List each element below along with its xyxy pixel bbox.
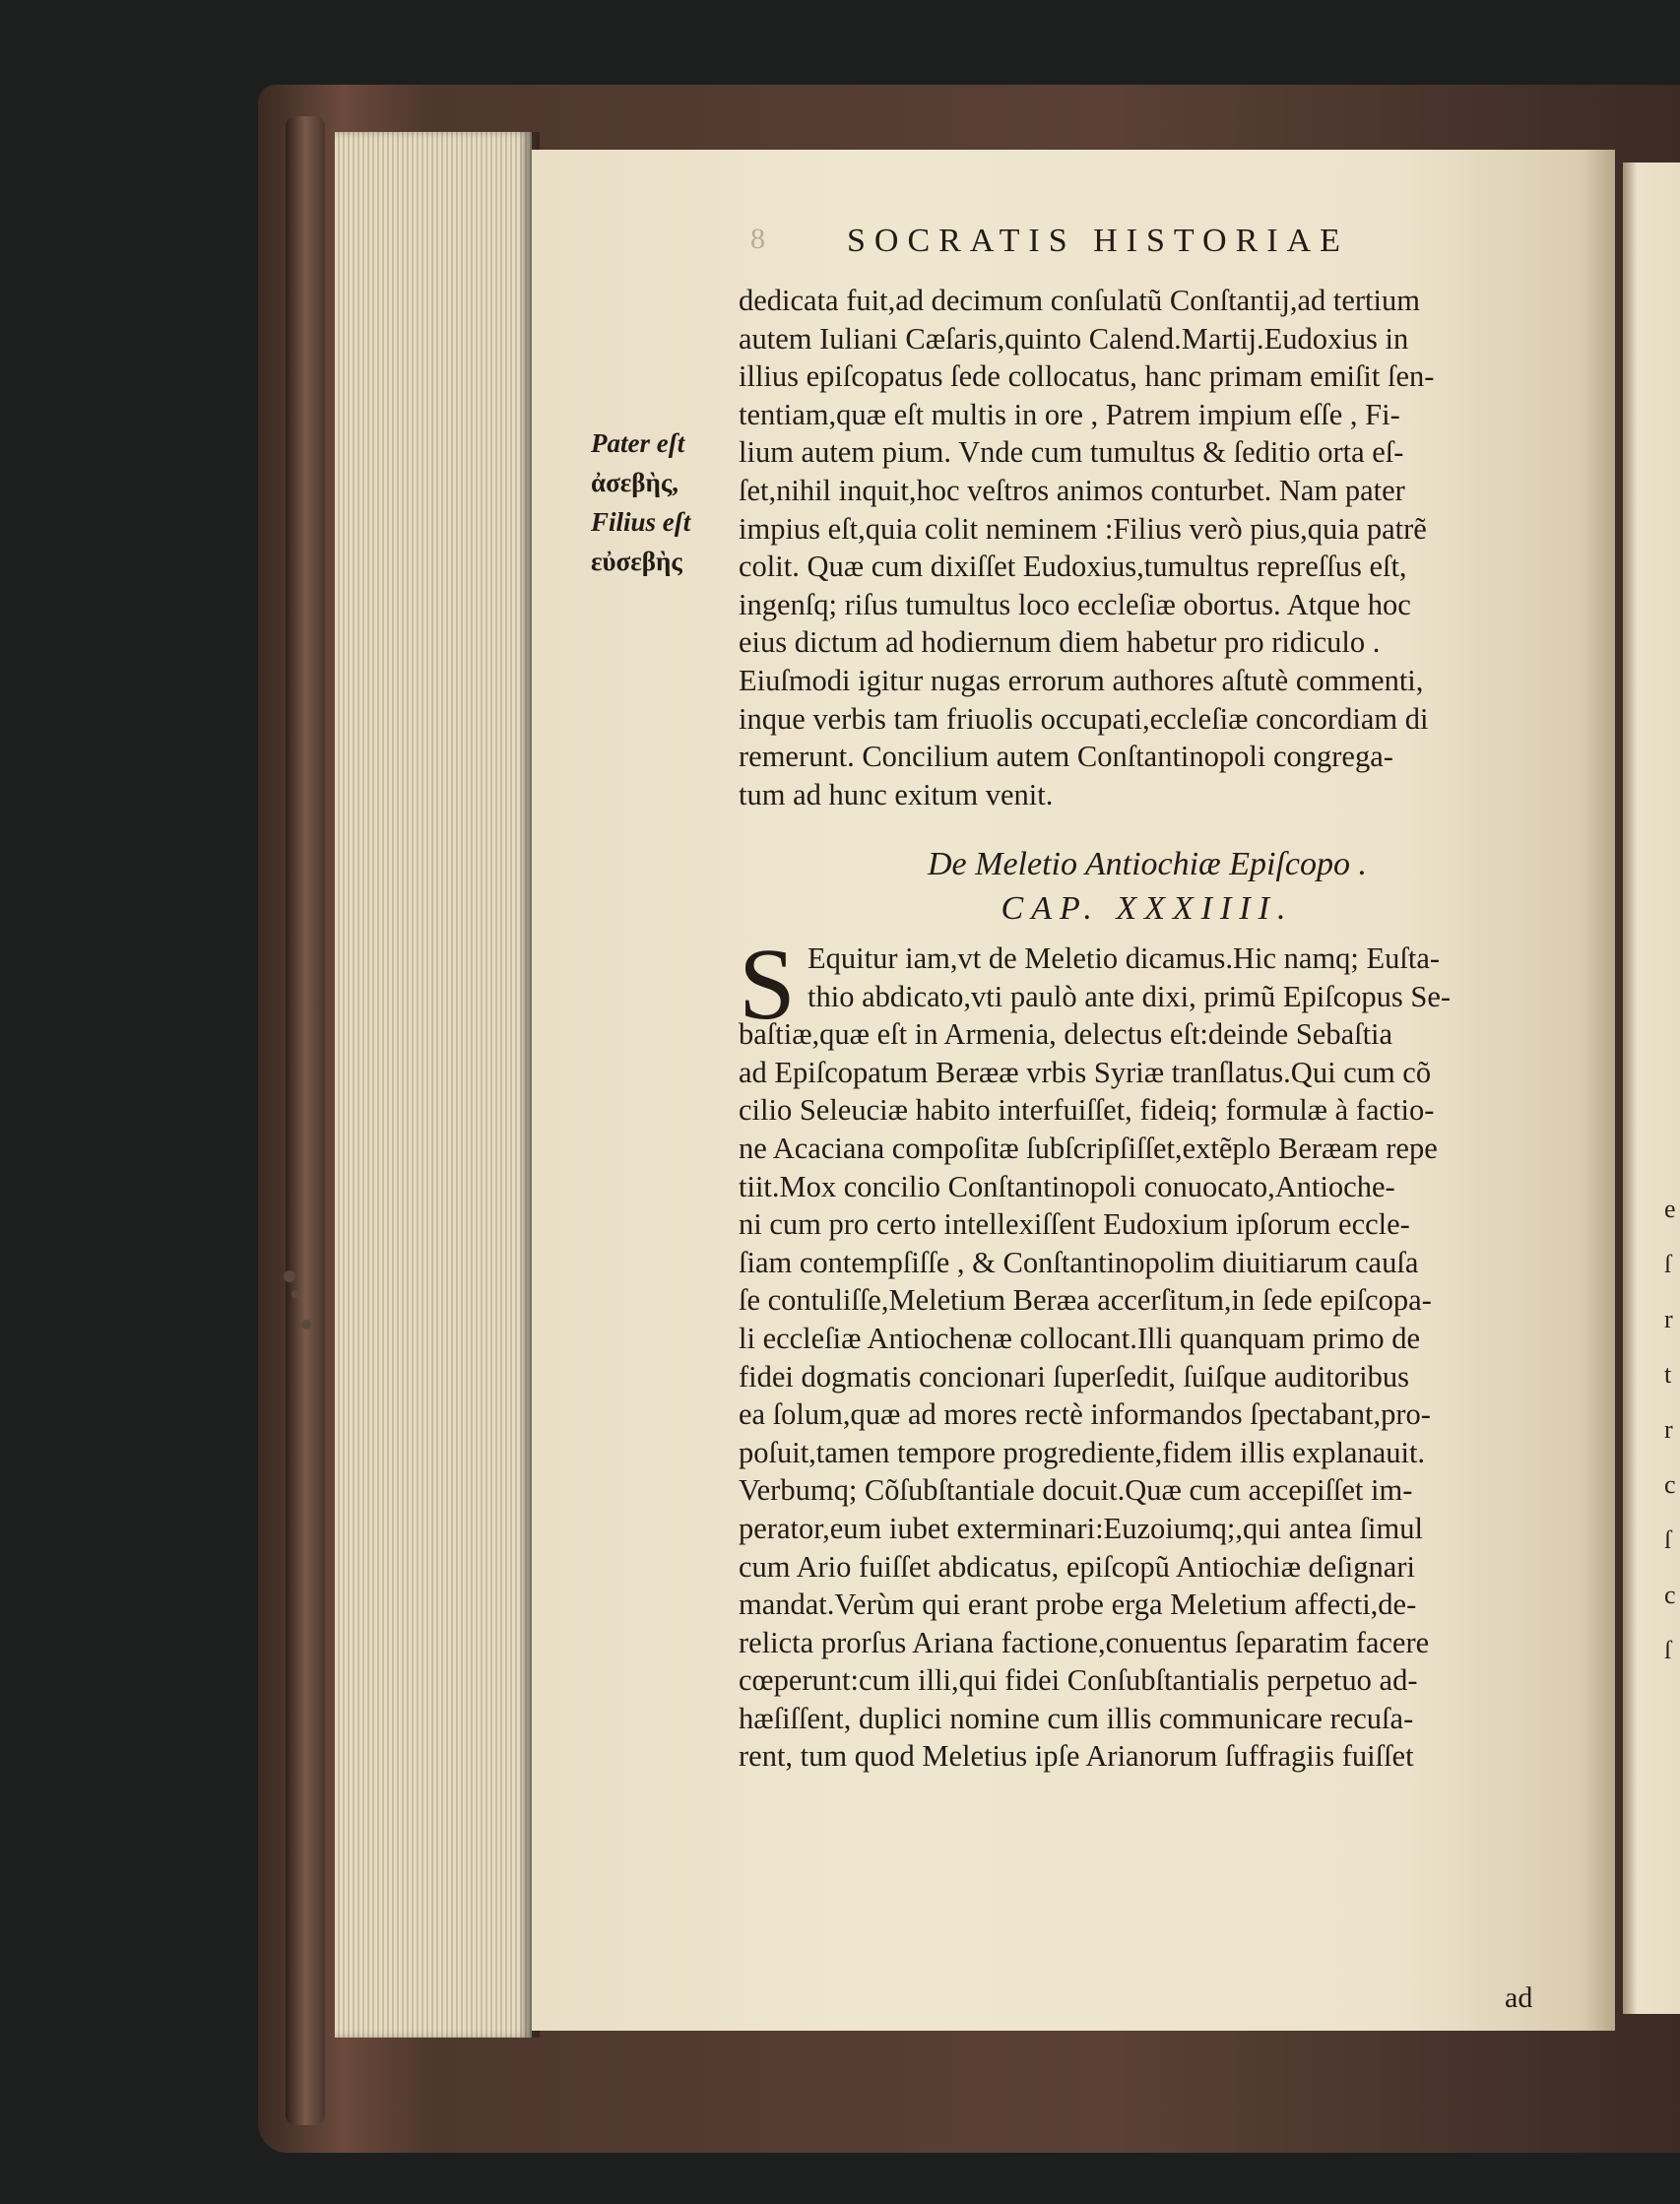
page-fore-edges bbox=[335, 132, 532, 2038]
body-line: ni cum pro certo intellexiſſent Eudoxium ipſorum eccle- bbox=[739, 1207, 1410, 1242]
hinge-stain bbox=[291, 1290, 299, 1298]
margin-note-line: ἀσεβὴς, bbox=[591, 468, 678, 497]
body-line: ad Epiſcopatum Berææ vrbis Syriæ tranſlatus.Qui cum cõ bbox=[739, 1055, 1432, 1089]
facing-page-letter: ſ bbox=[1664, 1250, 1672, 1278]
body-line: relicta prorſus Ariana factione,conuentus ſeparatim facere bbox=[739, 1625, 1430, 1659]
text-line: tum ad hunc exitum venit. bbox=[739, 777, 1054, 811]
facing-page-letter: ſ bbox=[1664, 1636, 1672, 1664]
facing-page-letters bbox=[1664, 1182, 1676, 1678]
text-line: lium autem pium. Vnde cum tumultus & ſeditio orta eſ- bbox=[739, 435, 1404, 470]
book-spine-edge bbox=[286, 116, 325, 2125]
text-line: Eiuſmodi igitur nugas errorum authores aſtutè commenti, bbox=[739, 663, 1424, 697]
body-line: poſuit,tamen tempore progrediente,fidem illis explanauit. bbox=[739, 1435, 1426, 1469]
text-line: eius dictum ad hodiernum diem habetur pro ridiculo . bbox=[739, 625, 1381, 660]
running-head: SOCRATIS HISTORIAE bbox=[847, 223, 1349, 259]
text-line: illius epiſcopatus ſede collocatus, hanc primam emiſit ſen- bbox=[739, 359, 1435, 394]
body-line: ne Acaciana compoſitæ ſubſcripſiſſet,extẽplo Beræam repe bbox=[739, 1131, 1438, 1165]
body-line: ſiam contempſiſſe , & Conſtantinopolim diuitiarum cauſa bbox=[739, 1245, 1419, 1279]
text-line: ingenſq; riſus tumultus loco eccleſiæ obortus. Atque hoc bbox=[739, 587, 1411, 621]
margin-note-line: Pater eſt bbox=[591, 428, 685, 458]
chapter-body bbox=[739, 928, 1556, 1776]
body-line: cum Ario fuiſſet abdicatus, epiſcopũ Antiochiæ deſignari bbox=[739, 1549, 1415, 1584]
text-line: dedicata fuit,ad decimum conſulatũ Conſtantij,ad tertium bbox=[739, 284, 1420, 317]
body-line: li eccleſiæ Antiochenæ collocant.Illi quanquam primo de bbox=[739, 1321, 1420, 1355]
text-line: tentiam,quæ eſt multis in ore , Patrem impium eſſe , Fi- bbox=[739, 397, 1400, 431]
margin-note bbox=[591, 423, 739, 581]
body-line: tiit.Mox concilio Conſtantinopoli conuocato,Antioche- bbox=[739, 1169, 1395, 1203]
body-line: Verbumq; Cõſubſtantiale docuit.Quæ cum accepiſſet im- bbox=[739, 1473, 1413, 1508]
page-number: 8 bbox=[750, 223, 765, 255]
facing-page-letter: e bbox=[1664, 1195, 1676, 1223]
catchword: ad bbox=[1505, 1981, 1533, 2014]
facing-page-letter: c bbox=[1664, 1470, 1676, 1499]
hinge-stain bbox=[284, 1270, 295, 1282]
text-line: colit. Quæ cum dixiſſet Eudoxius,tumultus repreſſus eſt, bbox=[739, 550, 1407, 584]
body-line: baſtiæ,quæ eſt in Armenia, delectus eſt:deinde Sebaſtia bbox=[739, 1017, 1393, 1052]
text-line: remerunt. Concilium autem Conſtantinopoli congrega- bbox=[739, 740, 1393, 774]
text-line: impius eſt,quia colit neminem :Filius verò pius,quia patrẽ bbox=[739, 511, 1427, 546]
body-line: cœperunt:cum illi,qui fidei Conſubſtantialis perpetuo ad- bbox=[739, 1663, 1418, 1698]
hinge-stain bbox=[301, 1320, 311, 1329]
margin-note-line: Filius eſt bbox=[591, 507, 691, 537]
body-line: ſe contuliſſe,Meletium Beræa accerſitum,in ſede epiſcopa- bbox=[739, 1283, 1432, 1318]
text-line: autem Iuliani Cæſaris,quinto Calend.Martij.Eudoxius in bbox=[739, 321, 1409, 356]
body-line: Equitur iam,vt de Meletio dicamus.Hic namq; Euſta- bbox=[808, 941, 1441, 975]
facing-page bbox=[1623, 162, 1680, 2014]
text-block bbox=[739, 282, 1556, 813]
chapter-number: CAP. XXXIIII. bbox=[1001, 890, 1294, 927]
body-line: hæſiſſent, duplici nomine cum illis communicare recuſa- bbox=[739, 1701, 1414, 1735]
margin-note-line: εὐσεβὴς bbox=[591, 547, 682, 576]
text-line: ſet,nihil inquit,hoc veſtros animos conturbet. Nam pater bbox=[739, 473, 1405, 507]
facing-page-letter: r bbox=[1664, 1415, 1673, 1444]
body-line: mandat.Verùm qui erant probe erga Meletium affecti,de- bbox=[739, 1588, 1417, 1622]
body-line: ea ſolum,quæ ad mores rectè informandos ſpectabant,pro- bbox=[739, 1397, 1431, 1432]
body-line: thio abdicato,vti paulò ante dixi, primũ Epiſcopus Se- bbox=[808, 979, 1452, 1013]
facing-page-letter: t bbox=[1664, 1360, 1672, 1389]
body-line: cilio Seleuciæ habito interfuiſſet, fideiq; formulæ à factio- bbox=[739, 1093, 1435, 1128]
body-line: perator,eum iubet exterminari:Euzoiumq;,qui antea ſimul bbox=[739, 1511, 1423, 1545]
body-line: fidei dogmatis concionari ſuperſedit, ſuiſque auditoribus bbox=[739, 1359, 1410, 1394]
chapter-title: De Meletio Antiochiæ Epiſcopo . bbox=[927, 846, 1367, 882]
text-line: inque verbis tam friuolis occupati,eccleſiæ concordiam di bbox=[739, 701, 1429, 736]
body-line: rent, tum quod Meletius ipſe Arianorum ſuffragiis fuiſſet bbox=[739, 1739, 1414, 1774]
drop-initial: S bbox=[739, 928, 796, 1041]
facing-page-letter: c bbox=[1664, 1581, 1676, 1609]
facing-page-letter: ſ bbox=[1664, 1525, 1672, 1554]
facing-page-letter: r bbox=[1664, 1305, 1673, 1333]
